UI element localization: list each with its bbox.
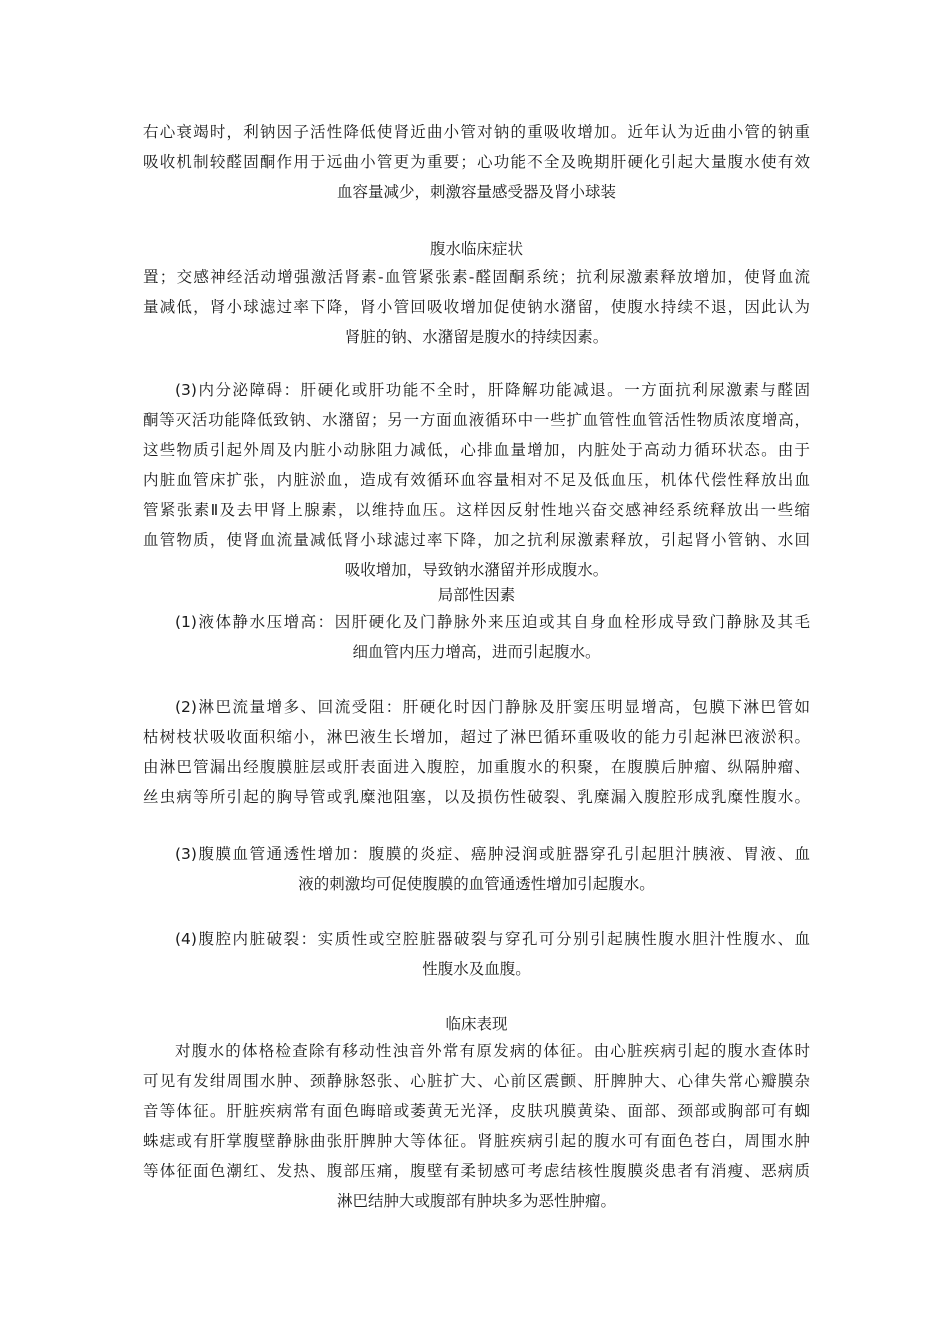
paragraph-sodium-reabsorption (143, 117, 810, 207)
text-line: 吸收机制较醛固酮作用于远曲小管更为重要；心功能不全及晚期肝硬化引起大量腹水使有效 (143, 153, 810, 171)
text-line: 血管物质，使肾血流量减低肾小球滤过率下降，加之抗利尿激素释放，引起肾小管钠、水回 (143, 531, 810, 549)
text-line: 肾脏的钠、水潴留是腹水的持续因素。 (344, 328, 609, 346)
text-line: 这些物质引起外周及内脏小动脉阻力减低，心排血量增加，内脏处于高动力循环状态。由于 (143, 441, 810, 459)
text-line: 等体征面色潮红、发热、腹部压痛，腹壁有柔韧感可考虑结核性腹膜炎患者有消瘦、恶病质 (143, 1162, 810, 1180)
text-line: 由淋巴管漏出经腹膜脏层或肝表面进入腹腔，加重腹水的积聚，在腹膜后肿瘤、纵隔肿瘤、 (143, 758, 810, 776)
text-line: (3)内分泌障碍：肝硬化或肝功能不全时，肝降解功能减退。一方面抗利尿激素与醛固 (175, 381, 810, 399)
paragraph-lymph-flow (143, 692, 810, 812)
text-line: 对腹水的体格检查除有移动性浊音外常有原发病的体征。由心脏疾病引起的腹水查体时 (175, 1042, 810, 1060)
paragraph-hydrostatic-pressure (143, 607, 810, 667)
section-heading-clinical-manifestations: 临床表现 (445, 1015, 508, 1033)
text-line: (1)液体静水压增高：因肝硬化及门静脉外来压迫或其自身血栓形成导致门静脉及其毛 (175, 613, 810, 631)
text-line: 置；交感神经活动增强激活肾素-血管紧张素-醛固酮系统；抗利尿激素释放增加，使肾血流 (143, 268, 810, 286)
section-heading-ascites-symptoms: 腹水临床症状 (429, 240, 523, 258)
text-line: 音等体征。肝脏疾病常有面色晦暗或萎黄无光泽，皮肤巩膜黄染、面部、颈部或胸部可有蜘 (143, 1102, 810, 1120)
text-line: 细血管内压力增高，进而引起腹水。 (352, 643, 601, 661)
text-line: 枯树枝状吸收面积缩小，淋巴液生长增加，超过了淋巴循环重吸收的能力引起淋巴液淤积。 (143, 728, 810, 746)
text-line: 可见有发绀周围水肿、颈静脉怒张、心脏扩大、心前区震颤、肝脾肿大、心律失常心瓣膜杂 (143, 1072, 810, 1090)
text-line: (3)腹膜血管通透性增加：腹膜的炎症、癌肿浸润或脏器穿孔引起胆汁胰液、胃液、血 (175, 845, 810, 863)
text-line: 酮等灭活功能降低致钠、水潴留；另一方面血液循环中一些扩血管性血管活性物质浓度增高， (143, 411, 810, 429)
text-line: 右心衰竭时，利钠因子活性降低使肾近曲小管对钠的重吸收增加。近年认为近曲小管的钠重 (143, 123, 810, 141)
paragraph-sympathetic (143, 262, 810, 352)
paragraph-endocrine (143, 375, 810, 585)
text-line: 血容量减少，刺激容量感受器及肾小球装 (336, 183, 616, 201)
text-line: 量减低，肾小球滤过率下降，肾小管回吸收增加促使钠水潴留，使腹水持续不退，因此认为 (143, 298, 810, 316)
paragraph-visceral-rupture (143, 924, 810, 984)
text-line: 丝虫病等所引起的胸导管或乳糜池阻塞，以及损伤性破裂、乳糜漏入腹腔形成乳糜性腹水。 (143, 788, 810, 806)
text-line: 管紧张素Ⅱ及去甲肾上腺素，以维持血压。这样因反射性地兴奋交感神经系统释放出一些缩 (143, 501, 810, 519)
text-line: 内脏血管床扩张，内脏淤血，造成有效循环血容量相对不足及低血压，机体代偿性释放出血 (143, 471, 810, 489)
paragraph-physical-exam (143, 1036, 810, 1216)
text-line: 吸收增加，导致钠水潴留并形成腹水。 (344, 561, 609, 579)
text-line: 液的刺激均可促使腹膜的血管通透性增加引起腹水。 (298, 875, 655, 893)
text-line: (2)淋巴流量增多、回流受阻：肝硬化时因门静脉及肝窦压明显增高，包膜下淋巴管如 (175, 698, 810, 716)
paragraph-peritoneal-permeability (143, 839, 810, 899)
text-line: 淋巴结肿大或腹部有肿块多为恶性肿瘤。 (336, 1192, 616, 1210)
text-line: 蛛痣或有肝掌腹壁静脉曲张肝脾肿大等体征。肾脏疾病引起的腹水可有面色苍白，周围水肿 (143, 1132, 810, 1150)
section-heading-local-factors: 局部性因素 (437, 586, 516, 604)
text-line: 性腹水及血腹。 (422, 960, 531, 978)
text-line: (4)腹腔内脏破裂：实质性或空腔脏器破裂与穿孔可分别引起胰性腹水胆汁性腹水、血 (175, 930, 810, 948)
